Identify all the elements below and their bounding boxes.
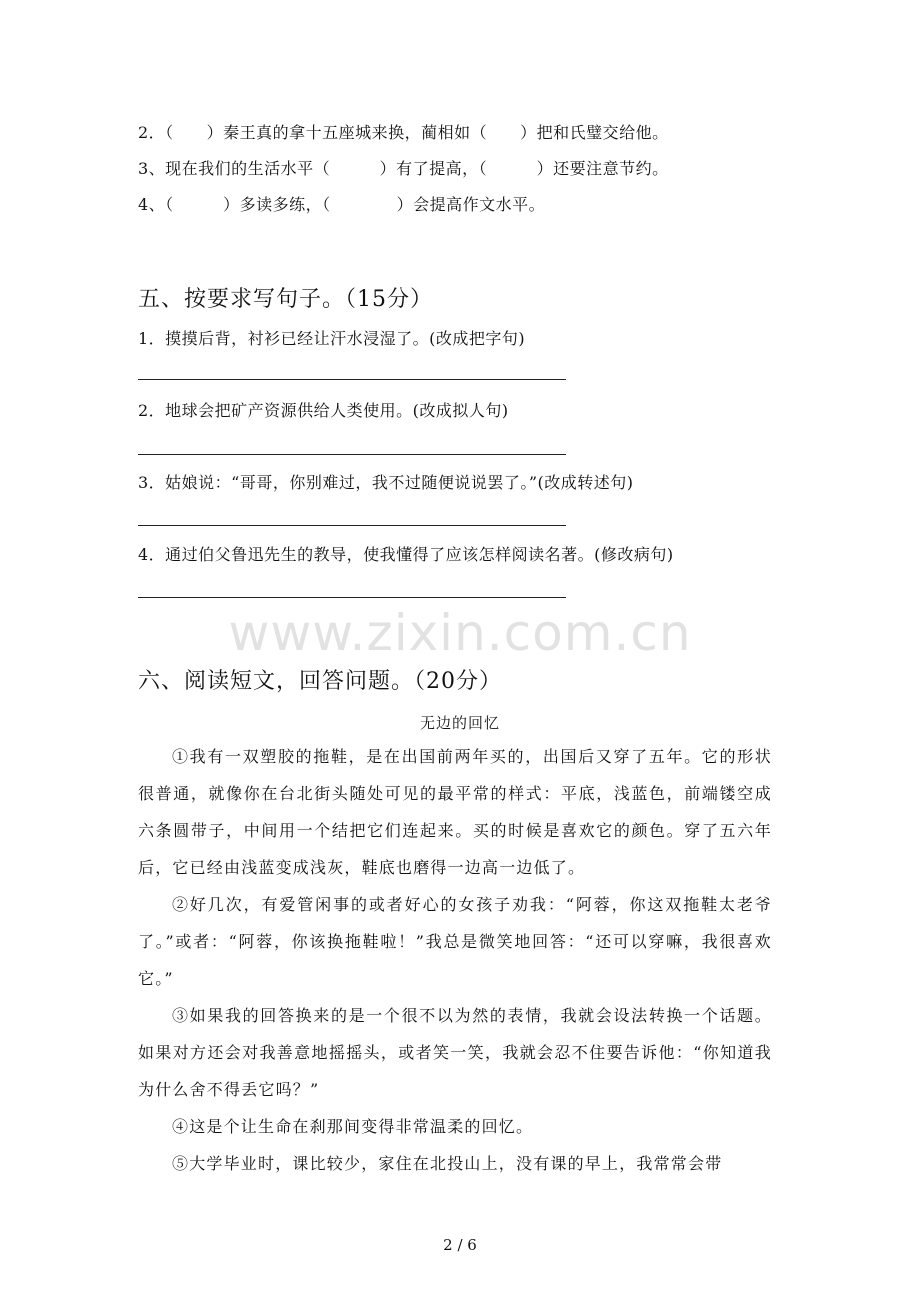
section-6-heading: 六、阅读短文，回答问题。（20分） — [138, 669, 502, 694]
section-5-item-3: 3．姑娘说：“哥哥，你别难过，我不过随便说说罢了。”(改成转述句) — [138, 473, 634, 492]
watermark: www.zixin.com.cn — [228, 604, 692, 662]
passage-title: 无边的回忆 — [419, 714, 500, 732]
answer-line-4[interactable] — [138, 597, 566, 598]
fill-item-4: 4、（ ）多读多练，（ ）会提高作文水平。 — [138, 195, 546, 214]
answer-line-3[interactable] — [138, 525, 566, 526]
answer-line-2[interactable] — [138, 454, 566, 455]
passage-paragraph-3: ③如果我的回答换来的是一个很不以为然的表情，我就会设法转换一个话题。如果对方还会对我善意地摇摇头，或者笑一笑，我就会忍不住要告诉他：“你知道我为什么舍不得丢它吗？” — [138, 1006, 772, 1099]
passage-paragraph-4: ④这是个让生命在刹那间变得非常温柔的回忆。 — [172, 1117, 534, 1136]
passage-paragraph-1: ①我有一双塑胶的拖鞋，是在出国前两年买的，出国后又穿了五年。它的形状很普通，就像你在台北街头随处可见的最平常的样式：平底，浅蓝色，前端镂空成六条圆带子，中间用一个结把它们连起来。买的时候是喜欢它的颜色。穿了五六年后，它已经由浅蓝变成浅灰，鞋底也磨得一边高一边低了。 — [138, 747, 772, 877]
fill-item-3: 3、现在我们的生活水平（ ）有了提高，（ ）还要注意节约。 — [138, 159, 669, 178]
section-5-item-2: 2．地球会把矿产资源供给人类使用。(改成拟人句) — [138, 401, 509, 420]
passage-paragraph-5: ⑤大学毕业时，课比较少，家住在北投山上，没有课的早上，我常常会带 — [172, 1154, 723, 1173]
section-5-item-4: 4．通过伯父鲁迅先生的教导，使我懂得了应该怎样阅读名著。(修改病句) — [138, 545, 674, 564]
page-number: 2 / 6 — [443, 1236, 477, 1254]
section-5-item-1: 1．摸摸后背，衬衫已经让汗水浸湿了。(改成把字句) — [138, 329, 526, 348]
answer-line-1[interactable] — [138, 379, 566, 380]
section-5-heading: 五、按要求写句子。（15分） — [138, 287, 433, 312]
fill-item-2: 2．（ ）秦王真的拿十五座城来换，蔺相如（ ）把和氏璧交给他。 — [138, 123, 669, 142]
passage-paragraph-2: ②好几次，有爱管闲事的或者好心的女孩子劝我：“阿蓉，你这双拖鞋太老爷了。”或者：“阿蓉，你该换拖鞋啦！”我总是微笑地回答：“还可以穿嘛，我很喜欢它。” — [138, 895, 772, 988]
